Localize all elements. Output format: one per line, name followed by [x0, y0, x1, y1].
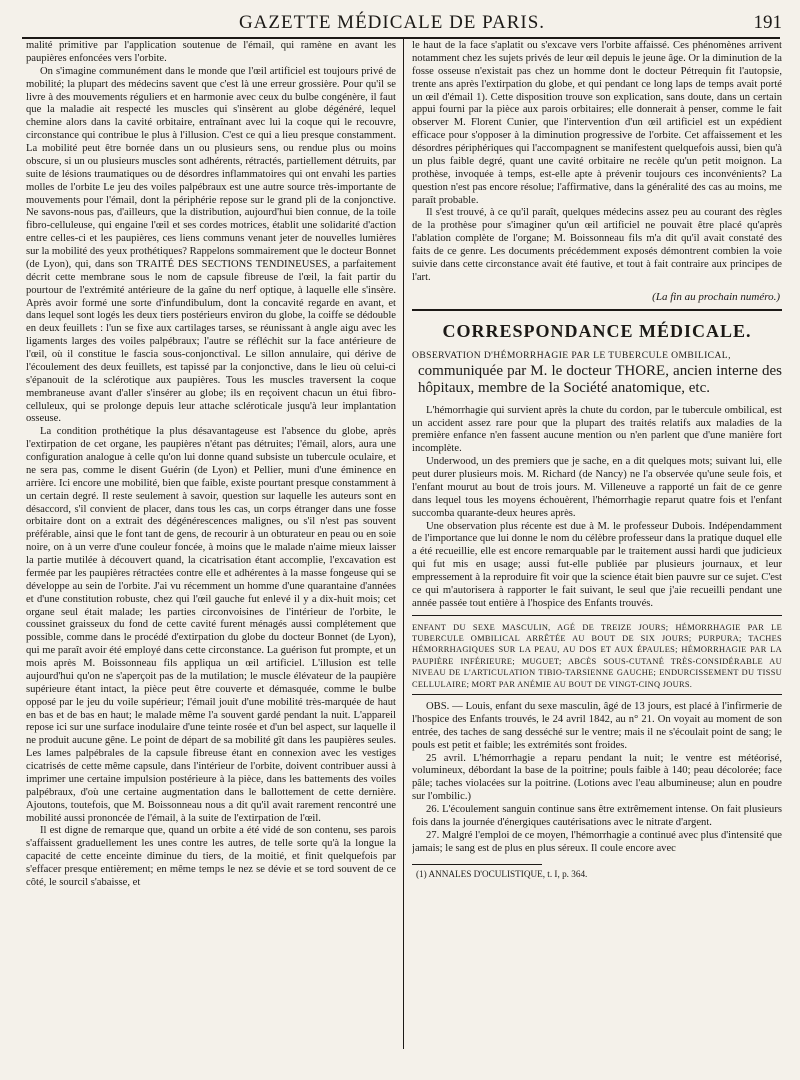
header-rule: [22, 37, 780, 39]
paragraph: Il est digne de remarque que, quand un orbite a été vidé de son contenu, ses parois s'affaissent graduellement les unes contre les autres, de telle sorte qu'à la longue la capacité de cette enceinte diminue du tiers, de la moitié, et finit quelquefois par s'effacer presque entièrement; en même temps le nez se dévie et se tord souvent de ce côté, le sourcil s'abaisse, et: [26, 825, 396, 888]
paragraph: malité primitive par l'application soutenue de l'émail, qui ramène en avant les paupières enfoncées vers l'orbite.: [26, 40, 396, 64]
footnote: (1) ANNALES D'OCULISTIQUE, t. I, p. 364.: [416, 868, 588, 879]
paragraph: Il s'est trouvé, à ce qu'il paraît, quelques médecins assez peu au courant des règles de la prothèse pour s'imaginer qu'un œil artificiel ne pouvait être placé qu'après l'ablation complète de l'organe; M. Boissonneau fils m'a dit qu'il avait constaté des faits de ce genre. Les documents précédemment exposés démontrent combien la voie suivie dans cette circonstance avait été fautive, et tout à fait contraire aux principes de l'art.: [412, 207, 782, 283]
section-divider: [412, 309, 782, 313]
footnote-rule: [412, 864, 542, 865]
observation-paragraph: 25 avril. L'hémorrhagie a reparu pendant la nuit; le ventre est météorisé, volumineux, débordant la base de la poitrine; pouls faible à 140; peau décolorée; face pâle; taches violacées sur la poitrine. (Lotions avec l'eau albumineuse; alun en poudre sur l'ombilic.): [412, 752, 782, 803]
page-header: [22, 8, 782, 38]
case-summary: ENFANT DU SEXE MASCULIN, AGÉ DE TREIZE JOURS; HÉMORRHAGIE PAR LE TUBERCULE OMBILICAL ARRÊTÉE AU BOUT DE SIX JOURS; PURPURA; TACHES HÉMORRHAGIQUES SUR LA PEAU, AU DOS ET AUX ÉPAULES; HÉMORRHAGIE PAR LA PAUPIÈRE INFÉRIEURE; MUGUET; ABCÈS SOUS-CUTANÉ TRÈS-CONSIDÉRABLE AU NIVEAU DE L'ARTICULATION TIBIO-TARSIENNE GAUCHE; ENDURCISSEMENT DU TISSU CELLULAIRE; MORT PAR ANÉMIE AU BOUT DE VINGT-CINQ JOURS.: [412, 622, 782, 689]
observation-paragraph: 27. Malgré l'emploi de ce moyen, l'hémorrhagie a continué avec plus d'intensité que jamais; le sang est de plus en plus séreux. Il coule encore avec: [412, 829, 782, 854]
observation-paragraph: 26. L'écoulement sanguin continue sans être extrêmement intense. On fait plusieurs fois dans la journée d'énergiques cautérisations avec le nitrate d'argent.: [412, 804, 782, 828]
paragraph: On s'imagine communément dans le monde que l'œil artificiel est toujours privé de mobilité; la plupart des médecins savent que c'est là une erreur grossière. Pour qu'il se livre à des mouvements réguliers et en harmonie avec ceux du bulbe congénère, il faut que la maladie ait respecté les muscles qui s'insèrent au globe dégénéré, lequel chemine alors dans la cavité orbitaire, entraînant avec lui la coque qui le recouvre, circonstance qui contribue le plus à l'illusion. C'est ce qui a lieu presque constamment. La mobilité peut être bornée dans un ou plusieurs sens, ou rendue plus ou moins obscure, si un ou plusieurs muscles sont adhérents, rétractés, partiellement détruits, par suite de lésions traumatiques ou de désordres inflammatoires qui ont envahi les parties molles de l'orbite Le jeu des voiles palpébraux est une autre source très-importante de mouvements pour l'émail, dont la périphérie repose sur le grand pli de la conjonctive. Ne savons-nous pas, d'ailleurs, que la distribution, aujourd'hui bien connue, de la toile fibro-celluleuse, qui engaine l'œil et ses cordes motrices, établit une solidarité d'action entre celles-ci et les paupières, ces liens communs venant jeter de nouvelles lumières sur la mobilité des yeux prothétiques? Rappelons sommairement que le docteur Bonnet (de Lyon), qui, dans son TRAITÉ DES SECTIONS TENDINEUSES, a parfaitement décrit cette membrane sous le nom de capsule fibreuse de l'œil, la fait partir du pourtour de l'extrémité antérieure de la gaîne du nerf optique, à laquelle elle s'insère. Après avoir formé une sorte d'infundibulum, dont la concavité regarde en avant, et dans lequel sont logés les deux tiers postérieurs environ du globe, la coiffe se dédouble en deux feuillets : l'un se fixe aux cartilages tarses, se réunissant à angle aigu avec les ligaments larges des voiles palpébraux; l'autre se réfléchit sur la face antérieure de l'œil, où il constitue le fascia sous-conjonctival. Le sillon annulaire, qui dérive de l'écoulement des deux feuillets, est tapissé par la conjonctive, dans le lieu où celui-ci s'épanouit de la sclérotique aux paupières. Tous les muscles traversent la coque membraneuse avant d'aller s'insérer au globe; ils en reçoivent chacun un étui fibro-celluleux, qui se prolonge depuis leur attache scléroticale jusqu'à leur implantation osseuse.: [26, 65, 396, 425]
journal-title: GAZETTE MÉDICALE DE PARIS.: [238, 12, 546, 33]
observation-paragraph: OBS. — Louis, enfant du sexe masculin, âgé de 13 jours, est placé à l'infirmerie de l'hospice des Enfants trouvés, le 24 avril 1842, au n° 21. On voyait au moment de son entrée, des taches de sang desséché sur le ventre; mais il ne s'écoulait point de sang; le pouls est petit et faible; les extrémités sont froides.: [412, 701, 782, 751]
paragraph: Underwood, un des premiers que je sache, en a dit quelques mots; suivant lui, elle peut durer plusieurs mois. M. Richard (de Nancy) ne l'a observée qu'une seule fois, et l'enfant mourut au bout de trois jours. M. Villeneuve a rapporté un fait de ce genre dans lequel tous les moyens échouèrent, l'hémorrhagie reparut quatre fois et l'enfant succomba quarante-deux heures après.: [412, 456, 782, 519]
left-column: [26, 40, 396, 1072]
observation-author: communiquée par M. le docteur THORE, ancien interne des hôpitaux, membre de la Société anatomique, etc.: [418, 362, 782, 396]
observation-title: OBSERVATION D'HÉMORRHAGIE PAR LE TUBERCULE OMBILICAL,: [412, 349, 731, 361]
paragraph: La condition prothétique la plus désavantageuse est l'absence du globe, après l'extirpation de cet organe, les paupières n'étant pas détruites; l'émail, alors, aura une configuration analogue à celle qu'on lui donne quand subsiste un tubercule oculaire, et ne sera pas, comme le disent Guérin (de Lyon) et Pellier, muni d'une éminence en arrière. Ici encore une mobilité, bien que faible, existe pourtant presque constamment à un certain degré. Il reste seulement à savoir, question sur laquelle les auteurs sont en désaccord, s'il convient de placer, dans tous les cas, un corps étranger dans une fosse orbitaire dont on a extrait des dégénérescences malignes, ou s'il n'est pas souvent préférable, ainsi que le font tant de gens, de recourir à un obturateur en peau ou en soie noire, on à un verre d'une couleur foncée, à moins que le malade n'aime mieux laisser la partie mutilée à découvert quand, la cicatrisation étant accomplie, l'excavation est fermée par les paupières rétractées contre elle et adhérentes à la masse fongeuse qui se développe au sein de l'orbite. J'ai vu récemment un homme d'une quarantaine d'années et d'une constitution robuste, chez qui l'œil gauche fut enlevé il y a dix-huit mois; cet organe seul était malade; les parties circonvoisines de l'intérieur de l'orbite, le coussinet graisseux du fond de cette cavité furent ménagés aussi complétement que possible, comme dans le procédé d'extirpation du globe du docteur Bonnet (de Lyon), qui me paraît avoir été employé dans cette circonstance. La guérison fut prompte, et un mois après M. Boissonneau fils appliqua un œil artificiel. L'illusion est telle aujourd'hui qu'on ne s'aperçoit pas de la mutilation; le muscle élévateur de la paupière supérieure étant intact, la pièce peut être couverte et démasquée, comme le bulbe opposé par le jeu du voile supérieur; l'émail jouit d'une mobilité très-marquée de haut en bas et de bas en haut; le malade même l'a souvent gardé pendant la nuit. L'appareil repose ici sur une surface inodulaire d'une teinte rosée et d'un bel aspect, sur laquelle il ne produit aucune gêne. Le point de départ de sa mobilité gît dans les paupières seules. Les lames palpébrales de la capsule fibreuse étant en connexion avec les vestiges cicatrisés de cette même capsule, dans l'intérieur de l'orbite, doivent contribuer aussi à imprimer une certaine impulsion postérieure à la pièce, dans les battements des voiles palpébraux, d'où une certaine augmentation dans le ballottement de cette dernière. Ajoutons, toutefois, que M. Boissonneau nous a dit qu'il avait rarement rencontré une mobilité aussi prononcée de l'émail, à la suite de l'extirpation de l'œil.: [26, 426, 396, 824]
column-divider: [403, 39, 404, 1049]
section-title: CORRESPONDANCE MÉDICALE.: [442, 320, 752, 341]
paragraph: Une observation plus récente est due à M. le professeur Dubois. Indépendamment de l'importance que lui donne le nom du célèbre professeur dans la pratique duquel elle a été recueillie, elle est encore remarquable par le traitement aussi hardi que judicieux qui fut mis en usage; aussi fut-elle publiée par plusieurs journaux, et leur empressement à la reproduire fit voir que la science était bien pauvre sur ce sujet. C'est ce qui m'autorisera à rapporter le fait suivant, le seul que j'aie recueilli pendant une année passée tout entière à l'hospice des Enfants trouvés.: [412, 520, 782, 609]
summary-divider: [412, 615, 782, 616]
to-be-continued-note: (La fin au prochain numéro.): [652, 290, 780, 303]
paragraph: L'hémorrhagie qui survient après la chute du cordon, par le tubercule ombilical, est un accident assez rare pour que la plupart des traités relatifs aux maladies de la première enfance n'en fassent aucune mention ou n'en parlent que d'une manière fort incomplète.: [412, 404, 782, 455]
summary-divider: [412, 694, 782, 695]
right-column: [412, 40, 782, 1070]
page-number: 191: [753, 12, 782, 33]
paragraph: le haut de la face s'aplatit ou s'excave vers l'orbite affaissé. Ces phénomènes arrivent notamment chez les sujets privés de leur œil depuis le jeune âge. Or la diminution de la fosse osseuse n'existait pas chez un homme dont le docteur Pétrequin fit l'autopsie, trente ans après l'extirpation du globe, et qui pendant ce long laps de temps avait porté un œil d'émail 1). Cette disposition trouve son explication, sans doute, dans un certain appui fourni par la pièce aux parois orbitaires; elle donnerait à penser, comme le fait observer M. Florent Cunier, que l'intervention d'un œil artificiel est un expédient efficace pour s'opposer à la diminution progressive de l'orbite. Cet affaissement et les désordres périphériques qui l'accompagnent se manifestent quelquefois aussi, bien qu'à un plus faible degré, quant une cavité orbitaire ne recèle qu'un petit moignon. La prothèse, invoquée à temps, est-elle apte à prévenir toujours ces inconvénients? La question n'est pas encore résolue; l'affirmative, dans la généralité des cas au moins, me paraît probable.: [412, 40, 782, 206]
